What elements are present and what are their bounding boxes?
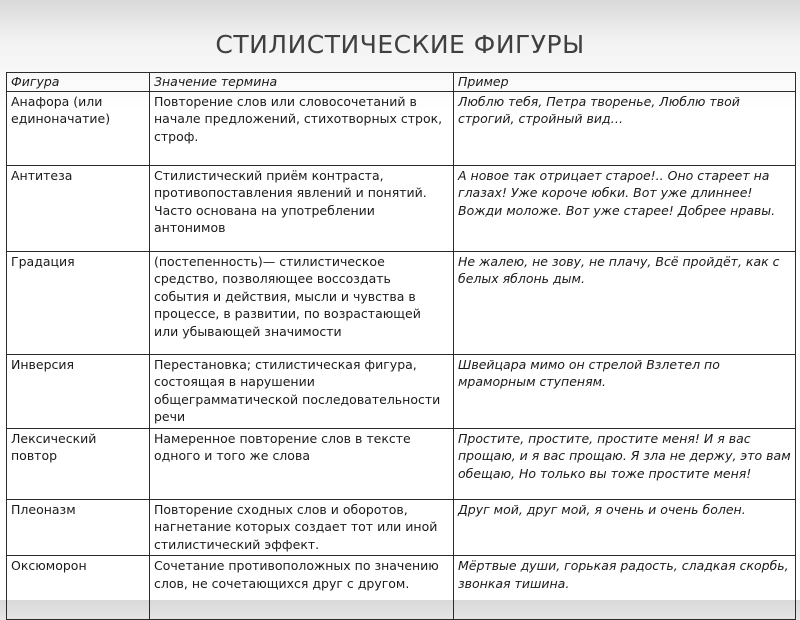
table-row	[7, 428, 796, 499]
figure-cell: Анафора (или единоначатие)	[7, 91, 150, 165]
example-cell: Мёртвые души, горькая радость, сладкая скорбь, звонкая тишина.	[454, 556, 796, 620]
header-meaning: Значение термина	[150, 73, 454, 92]
table-row	[7, 165, 796, 251]
table-row	[7, 354, 796, 428]
example-cell: Швейцара мимо он стрелой Взлетел по мраморным ступеням.	[454, 354, 796, 428]
figure-cell: Плеоназм	[7, 499, 150, 556]
table-row	[7, 251, 796, 354]
figure-cell: Инверсия	[7, 354, 150, 428]
slide-title: СТИЛИСТИЧЕСКИЕ ФИГУРЫ	[215, 30, 585, 59]
example-cell: А новое так отрицает старое!.. Оно стареет на глазах! Уже короче юбки. Вот уже длиннее! Вожди моложе. Вот уже старее! Добрее нравы.	[454, 165, 796, 251]
header-example: Пример	[454, 73, 796, 92]
header-figure: Фигура	[7, 73, 150, 92]
example-cell: Простите, простите, простите меня! И я вас прощаю, и я вас прощаю. Я зла не держу, это вам обещаю, Но только вы тоже простите меня!	[454, 428, 796, 499]
meaning-cell: Намеренное повторение слов в тексте одного и того же слова	[150, 428, 454, 499]
meaning-cell: Повторение слов или словосочетаний в начале предложений, стихотворных строк, строф.	[150, 91, 454, 165]
table-row	[7, 556, 796, 620]
example-cell: Люблю тебя, Петра творенье, Люблю твой строгий, стройный вид…	[454, 91, 796, 165]
figure-cell: Антитеза	[7, 165, 150, 251]
meaning-cell: Сочетание противоположных по значению слов, не сочетающихся друг с другом.	[150, 556, 454, 620]
figure-cell: Лексический повтор	[7, 428, 150, 499]
meaning-cell: (постепенность)— стилистическое средство, позволяющее воссоздать события и действия, мысли и чувства в процессе, в развитии, по возрастающей или убывающей значимости	[150, 251, 454, 354]
figure-cell: Оксюморон	[7, 556, 150, 620]
figure-cell: Градация	[7, 251, 150, 354]
meaning-cell: Перестановка; стилистическая фигура, состоящая в нарушении общеграмматической последовательности речи	[150, 354, 454, 428]
meaning-cell: Стилистический приём контраста, противопоставления явлений и понятий. Часто основана на употреблении антонимов	[150, 165, 454, 251]
stylistic-figures-table	[6, 72, 796, 620]
example-cell: Друг мой, друг мой, я очень и очень болен.	[454, 499, 796, 556]
example-cell: Не жалею, не зову, не плачу, Всё пройдёт, как с белых яблонь дым.	[454, 251, 796, 354]
table-row	[7, 91, 796, 165]
meaning-cell: Повторение сходных слов и оборотов, нагнетание которых создает тот или иной стилистический эффект.	[150, 499, 454, 556]
table-row	[7, 499, 796, 556]
table-header-row	[7, 73, 796, 92]
